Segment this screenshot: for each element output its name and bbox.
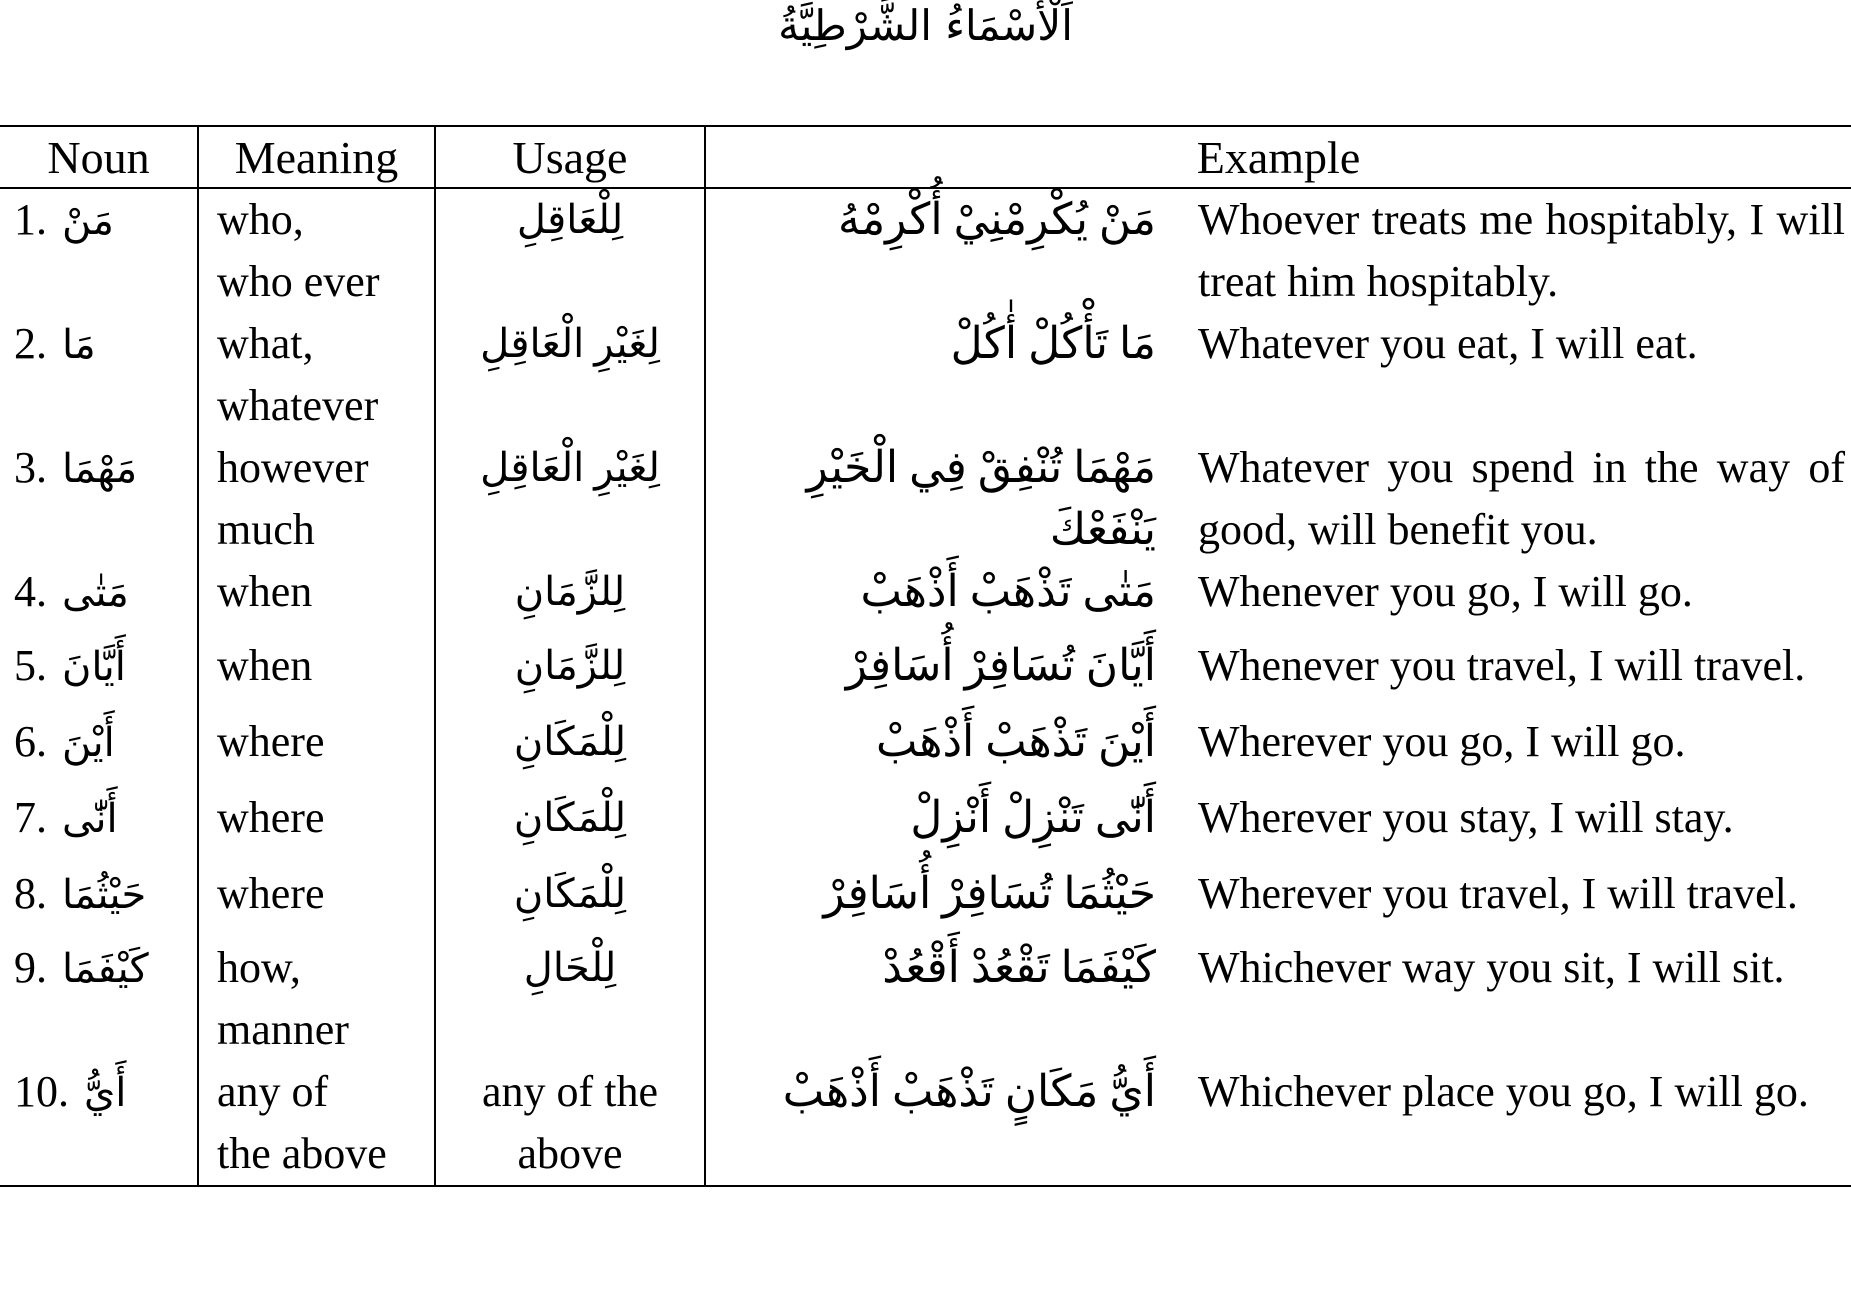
arabic-noun: أَيُّ	[84, 1070, 127, 1115]
meaning-cell	[198, 787, 435, 863]
header-usage: Usage	[435, 126, 705, 188]
meaning-cell	[198, 863, 435, 937]
usage-line: لِلْمَكَانِ	[513, 719, 627, 764]
row-number: 4.	[14, 567, 47, 616]
arabic-noun: مَا	[62, 322, 96, 367]
header-meaning: Meaning	[198, 126, 435, 188]
usage-cell	[435, 313, 705, 437]
row-number: 9.	[14, 943, 47, 992]
usage-cell	[435, 561, 705, 635]
conditional-nouns-table	[0, 125, 1851, 1187]
meaning-line: who ever	[217, 257, 380, 306]
example-arabic: كَيْفَمَا تَقْعُدْ أَقْعُدْ	[882, 943, 1156, 992]
meaning-line: manner	[217, 1005, 349, 1054]
usage-line: لِلْحَالِ	[523, 945, 617, 990]
example-english: Whatever you spend in the way of good, will benefit you.	[1198, 443, 1845, 554]
meaning-cell	[198, 711, 435, 787]
row-number: 3.	[14, 443, 47, 492]
meaning-cell	[198, 561, 435, 635]
meaning-line: what,	[217, 319, 314, 368]
usage-cell	[435, 711, 705, 787]
meaning-cell	[198, 635, 435, 711]
table-row	[0, 863, 1851, 937]
table-row	[0, 313, 1851, 437]
row-number: 1.	[14, 195, 47, 244]
example-english: Whenever you travel, I will travel.	[1198, 641, 1806, 690]
meaning-line: however	[217, 443, 369, 492]
meaning-line: where	[217, 869, 325, 918]
example-arabic: أَيُّ مَكَانٍ تَذْهَبْ أَذْهَبْ	[705, 1061, 1178, 1186]
noun-cell	[0, 711, 198, 787]
example-english: Wherever you go, I will go.	[1198, 717, 1686, 766]
example-arabic: أَيَّانَ تُسَافِرْ أُسَافِرْ	[845, 641, 1156, 690]
noun-cell	[0, 635, 198, 711]
meaning-cell	[198, 313, 435, 437]
example-english: Whichever place you go, I will go.	[1178, 1061, 1851, 1186]
meaning-line: who,	[217, 195, 304, 244]
example-arabic: مَتٰى تَذْهَبْ أَذْهَبْ	[860, 567, 1156, 616]
row-number: 10.	[14, 1067, 69, 1116]
usage-line: لِلْعَاقِلِ	[516, 197, 624, 242]
example-arabic: أَنّٰى تَنْزِلْ أَنْزِلْ	[910, 793, 1156, 842]
noun-cell	[0, 1061, 198, 1186]
meaning-line: when	[217, 567, 313, 616]
usage-cell	[435, 1061, 705, 1186]
row-number: 7.	[14, 793, 47, 842]
usage-line: لِغَيْرِ الْعَاقِلِ	[480, 321, 660, 366]
example-english: Wherever you travel, I will travel.	[1198, 869, 1798, 918]
meaning-line: much	[217, 505, 315, 554]
header-noun: Noun	[0, 126, 198, 188]
arabic-noun: أَيْنَ	[62, 720, 115, 765]
arabic-noun: مَنْ	[62, 198, 114, 243]
meaning-line: how,	[217, 943, 301, 992]
usage-line: لِلزَّمَانِ	[514, 643, 626, 688]
table-row	[0, 561, 1851, 635]
meaning-cell	[198, 437, 435, 561]
usage-cell	[435, 787, 705, 863]
table-row	[0, 787, 1851, 863]
row-number: 6.	[14, 717, 47, 766]
example-english: Whatever you eat, I will eat.	[1198, 319, 1698, 368]
example-arabic: مَا تَأْكُلْ أٰكُلْ	[950, 319, 1156, 368]
example-english: Whoever treats me hospitably, I will treat him hospitably.	[1198, 195, 1845, 306]
meaning-cell	[198, 188, 435, 313]
meaning-line: where	[217, 793, 325, 842]
usage-line: لِلْمَكَانِ	[513, 871, 627, 916]
noun-cell	[0, 188, 198, 313]
table-row	[0, 1061, 1851, 1186]
arabic-noun: مَهْمَا	[62, 446, 138, 491]
noun-cell	[0, 437, 198, 561]
noun-cell	[0, 787, 198, 863]
usage-line: any of the	[482, 1067, 658, 1116]
example-arabic: حَيْثُمَا تُسَافِرْ أُسَافِرْ	[823, 869, 1156, 918]
example-arabic: مَهْمَا تُنْفِقْ فِي الْخَيْرِ يَنْفَعْكَ	[806, 443, 1156, 554]
noun-cell	[0, 313, 198, 437]
usage-line: لِلْمَكَانِ	[513, 795, 627, 840]
usage-line: لِغَيْرِ الْعَاقِلِ	[480, 445, 660, 490]
row-number: 8.	[14, 869, 47, 918]
arabic-noun: مَتٰى	[62, 570, 129, 615]
arabic-noun: أَيَّانَ	[62, 644, 126, 689]
header-example: Example	[705, 126, 1851, 188]
arabic-noun: كَيْفَمَا	[62, 946, 149, 991]
noun-cell	[0, 561, 198, 635]
meaning-line: the above	[217, 1129, 387, 1178]
table-row	[0, 937, 1851, 1061]
usage-cell	[435, 188, 705, 313]
table-row	[0, 635, 1851, 711]
example-arabic: مَنْ يُكْرِمْنِيْ أُكْرِمْهُ	[837, 195, 1156, 244]
arabic-noun: أَنّٰى	[62, 796, 118, 841]
table-header-row	[0, 126, 1851, 188]
example-arabic: أَيْنَ تَذْهَبْ أَذْهَبْ	[876, 717, 1156, 766]
meaning-line: whatever	[217, 381, 379, 430]
document-title: اَلْأَسْمَاءُ الشَّرْطِيَّةُ	[778, 1, 1073, 50]
row-number: 5.	[14, 641, 47, 690]
example-english: Whichever way you sit, I will sit.	[1198, 943, 1785, 992]
table-row	[0, 711, 1851, 787]
noun-cell	[0, 863, 198, 937]
table-row	[0, 188, 1851, 313]
noun-cell	[0, 937, 198, 1061]
usage-cell	[435, 635, 705, 711]
meaning-cell	[198, 1061, 435, 1186]
meaning-line: where	[217, 717, 325, 766]
example-english: Whenever you go, I will go.	[1198, 567, 1693, 616]
meaning-line: when	[217, 641, 313, 690]
row-number: 2.	[14, 319, 47, 368]
meaning-line: any of	[217, 1067, 329, 1116]
example-english: Wherever you stay, I will stay.	[1198, 793, 1734, 842]
meaning-cell	[198, 937, 435, 1061]
usage-cell	[435, 863, 705, 937]
usage-line: above	[517, 1129, 623, 1178]
usage-cell	[435, 937, 705, 1061]
usage-line: لِلزَّمَانِ	[514, 569, 626, 614]
arabic-noun: حَيْثُمَا	[62, 872, 147, 917]
table-row	[0, 437, 1851, 561]
usage-cell	[435, 437, 705, 561]
